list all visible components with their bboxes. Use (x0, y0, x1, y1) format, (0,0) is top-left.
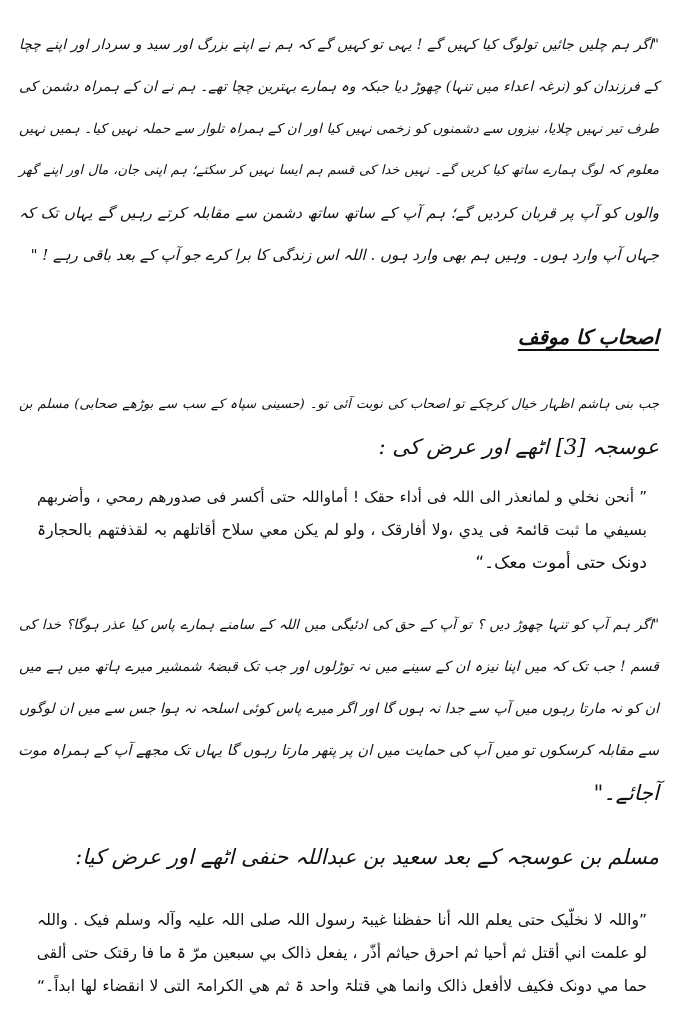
arabic-quote-2-line-2: لو علمت اني أقتل ثم أحیا ثم احرق حیاثم أذّر ، یفعل ذالک بي سبعین مرّ ۃ ما فا رقتک حتی ألقی (36, 944, 647, 962)
arabic-quote-1-line-3: دونک حتی أموت معک۔“ (475, 553, 647, 573)
paragraph-4-line-1: مسلم بن عوسجہ کے بعد سعید بن عبداللہ حنفی اٹھے اور عرض کیا: (75, 845, 659, 869)
arabic-quote-2-line-3: حما مي دونک فکیف لاأفعل ذالک وانما ھي قتلۃ واحد ۃ ثم ھي الکرامۃ التی لا انقضاء لھا ابداً۔“ (37, 977, 647, 995)
section-heading: اصحاب کا موقف (517, 325, 659, 349)
paragraph-2-line-1: جب بنی ہاشم اظہار خیال کرچکے تو اصحاب کی نوبت آئی تو۔ (حسینی سپاہ کے سب سے بوڑھے صحابی) مسلم بن (19, 397, 659, 412)
arabic-quote-1-line-2: بسیفي ما ثبت قائمۃ فی یدي ،ولا أفارقک ، ولو لم یکن معي سلاح أقاتلھم بہ لقذفتھم بالحجارۃ (37, 521, 647, 539)
arabic-quote-1-line-1: ” أنحن نخلي و لمانعذر الى اللہ فی أداء حقک ! أماواللہ حتی أکسر فی صدورھم رمحي ، وأضربھم (37, 488, 647, 506)
paragraph-2-line-2: عوسجہ [3] اٹھے اور عرض کی : (378, 435, 659, 459)
paragraph-1-line-5: والوں کو آپ پر قربان کردیں گے؛ ہم آپ کے ساتھ ساتھ دشمن سے مقابلہ کرتے رہیں گے یہاں تک کہ (19, 204, 659, 222)
paragraph-3-line-4: سے مقابلہ کرسکوں تو میں آپ کی حمایت میں ان پر پتھر مارتا رہوں گا یہاں تک مجھے آپ کے ہمراہ موت (18, 743, 659, 759)
paragraph-1-line-6: جہاں آپ وارد ہوں۔ وہیں ہم بھی وارد ہوں . اللہ اس زندگی کا برا کرے جو آپ کے بعد باقی رہے ! " (30, 246, 659, 264)
paragraph-1-line-2: کے فرزندان کو (نرغہ اعداء میں تنہا) چھوڑ دیا جبکہ وہ ہمارے بہترین چچا تھے۔ ہم نے ان کے ہمراہ دشمن کی (19, 79, 659, 95)
paragraph-1-line-4: معلوم کہ لوگ ہمارے ساتھ کیا کریں گے۔ نہیں خدا کی قسم ہم ایسا نہیں کر سکتے؛ ہم اپنی جان، مال اور اپنے گھر (19, 163, 659, 178)
paragraph-3-line-2: قسم ! جب تک کہ میں اپنا نیزہ ان کے سینے میں نہ توڑلوں اور جب تک قبضۂ شمشیر میرے ہاتھ میں ہے میں (19, 659, 659, 675)
paragraph-1-line-1: "اگر ہم چلیں جائیں تولوگ کیا کہیں گے ! یہی تو کہیں گے کہ ہم نے اپنے بزرگ اور سید و سردار اور اپنے چچا (19, 37, 659, 53)
paragraph-3-line-3: ان کو نہ مارتا رہوں میں آپ سے جدا نہ ہوں گا اور اگر میرے پاس کوئی اسلحہ نہ ہوا جس سے میں ان لوگوں (19, 701, 659, 717)
paragraph-3-line-5: آجائے۔" (593, 781, 659, 805)
arabic-quote-2-line-1: ”واللہ لا نخلّیک حتی یعلم اللہ أنا حفظنا غیبۃ رسول اللہ صلی اللہ علیہ وآلہ وسلم فیک . واللہ (37, 911, 647, 929)
paragraph-3-line-1: "اگر ہم آپ کو تنہا چھوڑ دیں ؟ تو آپ کے حق کی ادئیگی میں اللہ کے سامنے ہمارے پاس کیا عذر ہوگا؟ خدا کی (19, 617, 659, 633)
paragraph-1-line-3: طرف تیر نہیں چلایا، نیزوں سے دشمنوں کو زخمی نہیں کیا اور ان کے ہمراہ تلوار سے حملہ نہیں کیا۔ ہمیں نہیں (19, 121, 659, 137)
